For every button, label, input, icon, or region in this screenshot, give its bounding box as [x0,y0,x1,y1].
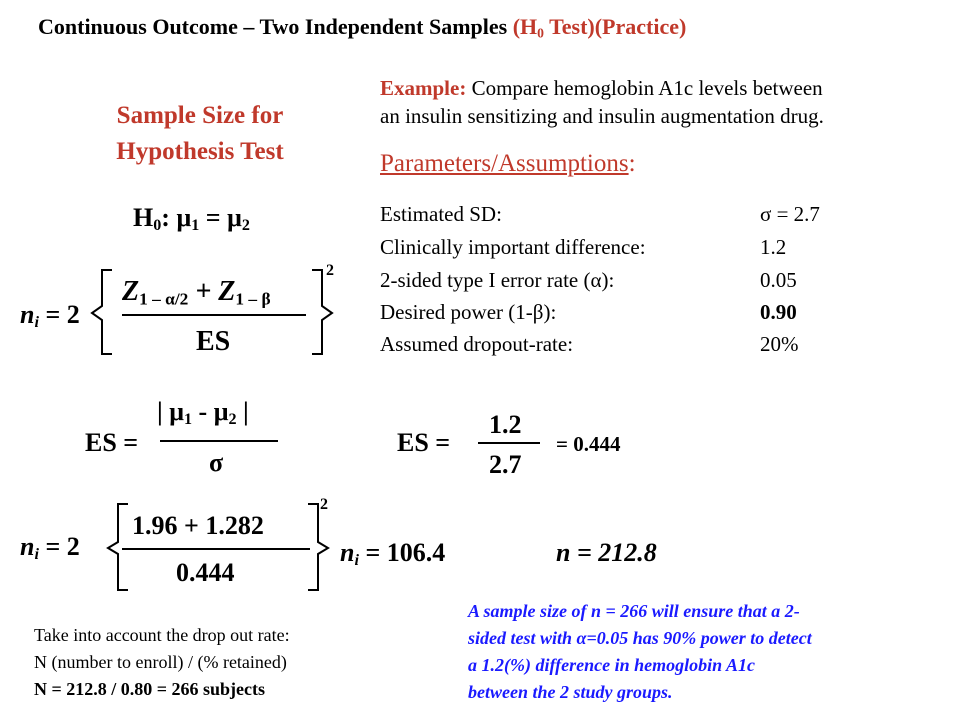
es-def-numerator: | $\mu_1 - \mu_2$ | [157,397,249,429]
conclusion-line-3: a 1.2(%) difference in hemoglobin A1c [468,655,755,675]
dropout-line-2: N (number to enroll) / (% retained) [34,652,287,672]
param-label: Desired power (1-β): [380,300,557,324]
param-label: Estimated SD: [380,202,502,226]
conclusion-line-1: A sample size of n = 266 will ensure that a 2- [468,601,800,621]
conclusion-note [468,598,812,706]
title-test-tag: ($H_0$ Test)(Practice) [512,14,687,41]
dropout-line-1: Take into account the drop out rate: [34,625,290,645]
exponent-2: 2 [320,496,328,513]
es-calc-result: = 0.444 [556,432,621,456]
conclusion-line-2: sided test with α=0.05 has 90% power to detect [468,628,812,648]
section-heading [0,98,400,170]
fraction-bar [122,548,310,550]
example-label: Example: [380,76,467,100]
conclusion-line-4: between the 2 study groups. [468,682,673,702]
parameters-heading: Parameters/Assumptions: [380,150,636,177]
es-calc-denominator: 2.7 [489,450,522,479]
left-bracket [90,268,120,358]
formula-es-denominator: ES [196,326,231,357]
exponent-2: 2 [326,262,334,279]
formula2-ni-lhs: $n_i = 2$ [20,532,80,564]
param-value: 20% [760,332,799,356]
right-bracket [306,502,336,594]
es-calc-lhs: ES = [397,428,451,457]
heading-line-2: Hypothesis Test [116,138,284,165]
formula-z-numerator: $Z_{1 - \alpha/2} + Z_{1 - \beta}$ [122,276,271,309]
formula2-numerator: 1.96 + 1.282 [132,511,264,540]
es-def-denominator: σ [209,448,224,477]
param-label: 2-sided type I error rate (α): [380,268,615,292]
null-hypothesis: $H_0$: $\mu_1 = \mu_2$ [133,203,250,235]
result-ni: $n_i = 106.4$ [340,538,446,570]
param-value: 0.90 [760,300,797,324]
param-value: 1.2 [760,235,787,259]
heading-line-1: Sample Size for [116,102,284,129]
right-bracket [310,268,340,358]
dropout-line-3: N = 212.8 / 0.80 = 266 subjects [34,679,266,699]
example-text: Example: Compare hemoglobin A1c levels between an insulin sensitizing and insulin augmentation drug. [380,76,824,128]
formula2-denominator: 0.444 [176,558,235,587]
fraction-bar [478,442,540,444]
dropout-note [34,622,290,703]
fraction-bar [122,314,306,316]
param-label: Clinically important difference: [380,235,646,259]
result-n-total: n = 212.8 [556,538,657,567]
title-main: Continuous Outcome – Two Independent Samples [38,14,508,39]
param-label: Assumed dropout-rate: [380,332,574,356]
slide-title [38,14,686,40]
es-calc-numerator: 1.2 [489,410,522,439]
formula-ni-lhs: $n_i = 2$ [20,300,80,332]
param-value: σ = 2.7 [760,202,820,226]
param-value: 0.05 [760,268,797,292]
es-def-lhs: ES = [85,428,139,457]
fraction-bar [160,440,278,442]
